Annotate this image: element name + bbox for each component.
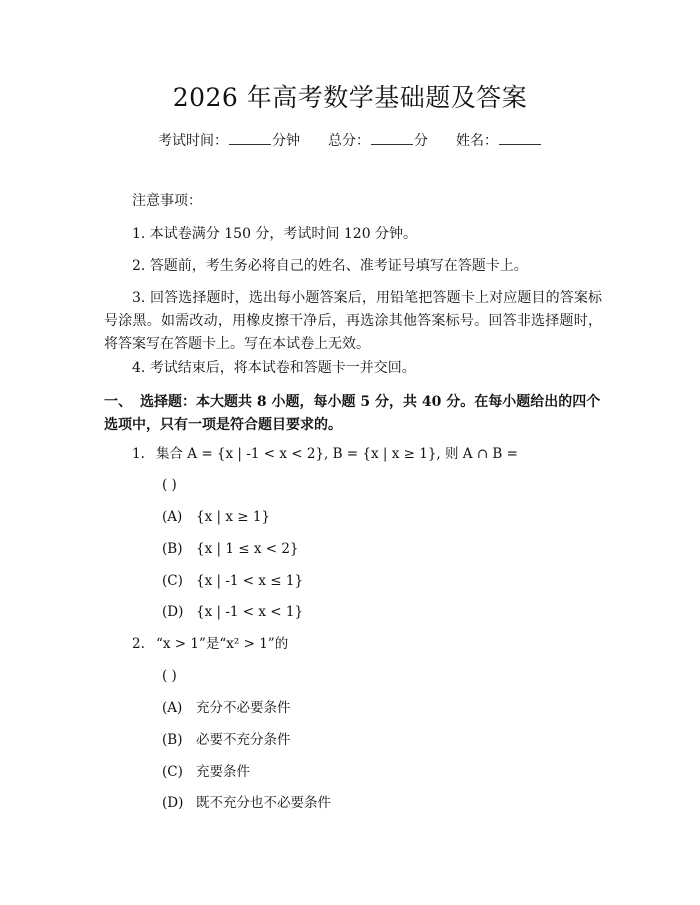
notice-heading: 注意事项：: [132, 193, 202, 209]
option-text: 充分不必要条件: [196, 700, 291, 716]
total-score-label: 总分：: [328, 133, 370, 149]
answer-option: [162, 601, 303, 623]
option-text: 既不充分也不必要条件: [196, 795, 331, 811]
page-title: 2026 年高考数学基础题及答案: [172, 83, 528, 112]
question-number: 1.: [132, 446, 145, 462]
exam-time-field: [158, 130, 300, 152]
student-name-label: 姓名：: [456, 133, 498, 149]
section-number: 一、: [104, 394, 132, 410]
answer-option: [162, 761, 250, 783]
total-score-field: [328, 130, 428, 152]
option-text: {x | 1 ≤ x < 2}: [196, 541, 299, 557]
option-text: 必要不充分条件: [196, 732, 291, 748]
notice-item: 1. 本试卷满分 150 分，考试时间 120 分钟。: [132, 226, 418, 242]
answer-option: [162, 506, 270, 528]
answer-option: [162, 570, 303, 592]
option-label: (A): [162, 509, 183, 525]
notice-item: 3. 回答选择题时，选出每小题答案后，用铅笔把答题卡上对应题目的答案标号涂黑。如需改动，用橡皮擦干净后，再选涂其他答案标号。回答非选择题时，将答案写在答题卡上。写在本试卷上无效。: [104, 290, 602, 352]
question-stem: [132, 633, 602, 655]
section-instructions: 选择题：本大题共 8 小题，每小题 5 分，共 40 分。在每小题给出的四个选项中，只有一项是符合题目要求的。: [104, 394, 601, 433]
exam-info-row: [0, 130, 700, 152]
option-label: (A): [162, 700, 183, 716]
option-label: (D): [162, 795, 184, 811]
total-score-blank: [371, 130, 413, 145]
exam-time-unit: 分钟: [272, 133, 300, 149]
answer-option: [162, 792, 331, 814]
notice-item: 2. 答题前，考生务必将自己的姓名、准考证号填写在答题卡上。: [132, 258, 528, 274]
exam-time-blank: [229, 130, 271, 145]
answer-blank: ( ): [162, 477, 177, 493]
exam-time-label: 考试时间：: [158, 133, 228, 149]
question-number: 2.: [132, 636, 145, 652]
answer-blank: ( ): [162, 668, 177, 684]
option-label: (B): [162, 732, 183, 748]
section-heading: [104, 391, 602, 437]
answer-option: [162, 697, 291, 719]
option-label: (B): [162, 541, 183, 557]
question-text: “x > 1”是“x² > 1”的: [156, 636, 289, 652]
option-label: (D): [162, 604, 184, 620]
option-text: {x | -1 < x < 1}: [196, 604, 304, 620]
total-score-unit: 分: [414, 133, 428, 149]
question-text: 集合 A = {x | -1 < x < 2}, B = {x | x ≥ 1}, 则 A ∩ B =: [156, 446, 518, 462]
option-label: (C): [162, 764, 183, 780]
student-name-blank: [499, 130, 541, 145]
option-text: {x | x ≥ 1}: [196, 509, 271, 525]
answer-option: [162, 538, 299, 560]
student-name-field: [456, 130, 542, 152]
answer-option: [162, 729, 291, 751]
notice-item: 4. 考试结束后，将本试卷和答题卡一并交回。: [132, 360, 416, 376]
option-label: (C): [162, 573, 183, 589]
option-text: {x | -1 < x ≤ 1}: [196, 573, 304, 589]
question-stem: [132, 443, 602, 465]
option-text: 充要条件: [196, 764, 250, 780]
